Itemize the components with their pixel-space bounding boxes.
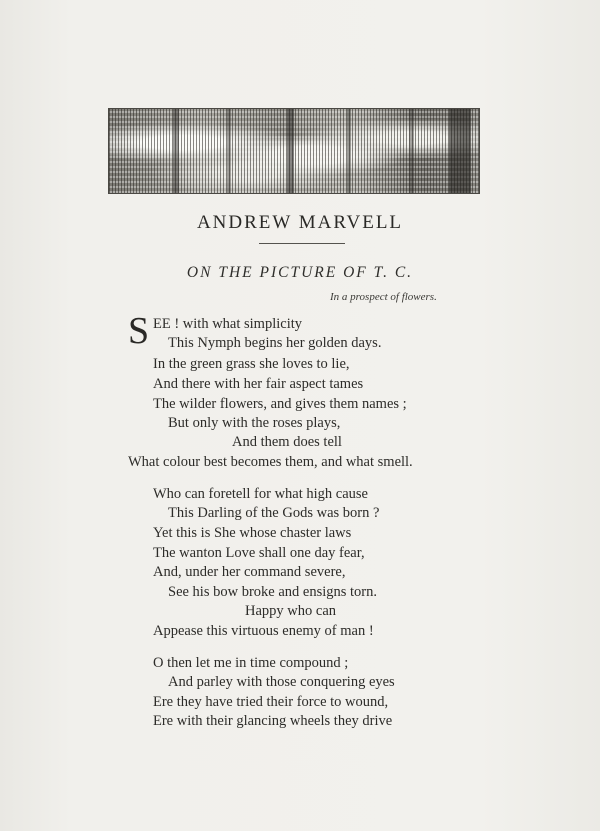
poem-title: ON THE PICTURE OF T. C. [186, 264, 414, 281]
poem-line: The wilder flowers, and gives them names ; [153, 396, 407, 412]
author-name: ANDREW MARVELL [196, 212, 404, 233]
poem-line: O then let me in time compound ; [153, 655, 349, 671]
poem-line: Ere they have tried their force to wound, [153, 694, 389, 710]
poem-line: But only with the roses plays, [168, 415, 341, 431]
poem-line: What colour best becomes them, and what smell. [128, 454, 413, 470]
poem-line: Happy who can [245, 603, 337, 619]
poem-line: See his bow broke and ensigns torn. [168, 584, 378, 600]
poem-line: Appease this virtuous enemy of man ! [153, 623, 374, 639]
poem-line: This Nymph begins her golden days. [168, 335, 382, 351]
poem-line: The wanton Love shall one day fear, [153, 545, 365, 561]
title-divider [259, 243, 345, 244]
poem-line: And there with her fair aspect tames [153, 376, 364, 392]
poem-line: Yet this is She whose chaster laws [153, 525, 352, 541]
drop-cap: S [128, 310, 150, 352]
poem-line: And them does tell [232, 434, 342, 450]
poem-line: And, under her command severe, [153, 564, 346, 580]
poem-line: This Darling of the Gods was born ? [168, 505, 380, 521]
poem-line: EE ! with what simplicity [153, 316, 303, 332]
woodland-engraving-icon [108, 108, 480, 194]
poem-line: Who can foretell for what high cause [153, 486, 368, 502]
poem-subtitle: In a prospect of flowers. [330, 291, 437, 303]
poem-line: Ere with their glancing wheels they drive [153, 713, 393, 729]
poem-line: In the green grass she loves to lie, [153, 356, 350, 372]
poem-line: And parley with those conquering eyes [168, 674, 395, 690]
